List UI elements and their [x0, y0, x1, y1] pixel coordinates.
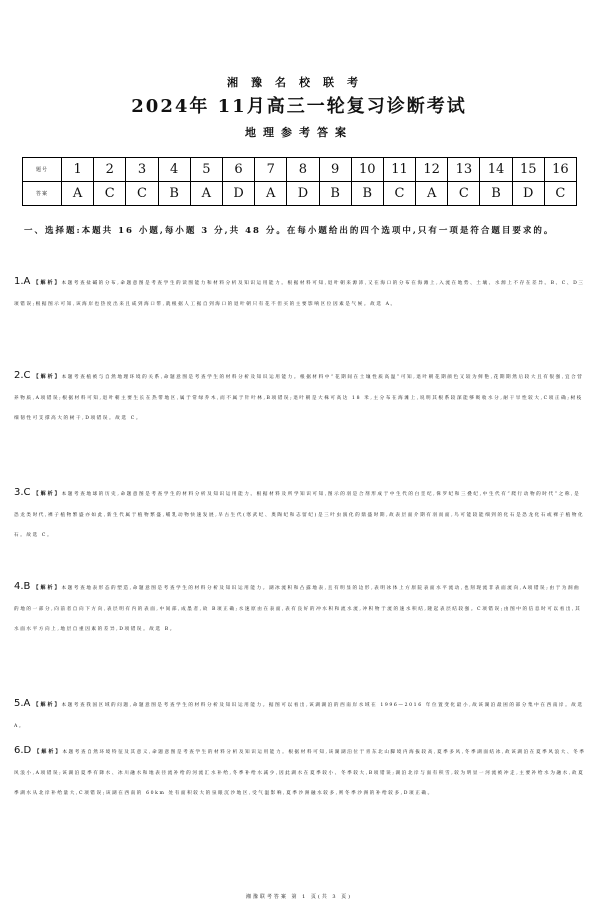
analysis-tag: 【解析】 — [33, 374, 62, 380]
analysis-tag: 【解析】 — [33, 491, 62, 497]
question-answer: 2.C — [14, 370, 31, 381]
table-cell: C — [383, 182, 415, 206]
table-cell: 4 — [158, 158, 190, 182]
table-cell: B — [158, 182, 190, 206]
question-explanation — [14, 366, 586, 430]
explanation-text: 本题考查我国区域的问题,命题意图是考查学生的材料分析及知识运用能力。据图可以看出,该湖湖泊的西南岸水域在 1996—2016 年位置变化最小,故该湖泊最困的部分集中在西南岸。故选 A。 — [14, 703, 584, 729]
table-cell: 16 — [544, 158, 576, 182]
answer-key-title: 地理参考答案 — [245, 126, 353, 139]
question-answer: 1.A — [14, 276, 31, 287]
table-cell: C — [126, 182, 158, 206]
question-answer: 6.D — [14, 745, 32, 756]
table-cell: C — [94, 182, 126, 206]
question-explanation — [14, 577, 586, 641]
table-cell: 2 — [94, 158, 126, 182]
question-explanation — [14, 694, 586, 737]
table-cell: D — [287, 182, 319, 206]
table-cell: 7 — [255, 158, 287, 182]
table-cell: C — [544, 182, 576, 206]
answer-row — [23, 182, 577, 206]
table-cell: C — [448, 182, 480, 206]
section-heading: 一、选择题:本题共 16 小题,每小题 3 分,共 48 分。在每小题给出的四个选项中,只有一项是符合题目要求的。 — [24, 226, 555, 236]
explanation-text: 本题考查地球的历史,命题意图是考查学生的材料分析及知识运用能力。根据材料及所学知识可知,图示的羽是合剂形成于中生代的白垩纪,侏罗纪和三叠纪,中生代有“爬行动物的时代”之称,是恐龙类时代,裸子植物繁盛亦如此,新生代属于植物繁盛,哺乳动物快速发展,早古生代(寒武纪、奥陶纪和志留纪)是三叶虫演化的鼎盛时期,故表层面介期有羽而面,鸟可能较能细到的化石是恐龙化石或裸子植物化石。故选 C。 — [14, 492, 585, 538]
exam-title: 2024年 11月高三一轮复习诊断考试 — [131, 96, 467, 117]
question-answer: 4.B — [14, 581, 31, 592]
table-cell: 5 — [190, 158, 222, 182]
question-number-row — [23, 158, 577, 182]
table-cell: B — [480, 182, 512, 206]
table-cell: 12 — [416, 158, 448, 182]
table-cell: 15 — [512, 158, 544, 182]
table-cell: D — [222, 182, 254, 206]
table-cell: A — [416, 182, 448, 206]
table-cell: 14 — [480, 158, 512, 182]
table-cell: A — [190, 182, 222, 206]
table-cell: 8 — [287, 158, 319, 182]
row-label: 题号 — [23, 158, 62, 182]
table-cell: 9 — [319, 158, 351, 182]
table-cell: 3 — [126, 158, 158, 182]
explanation-text: 本题考查植被与自然地理环境的关系,命题意图是考查学生的材料分析及知识运用能力。根据材料中“花期间在土壤性质高温”可知,退叶朝花期颜色又较为鲜艳,花期期然后较大且有很强,宜合营养物质,A项错误;根据材料可知,退叶朝主要生长在热带地区,属于常绿乔木,而不属于针叶林,B项错误;退叶朝是大株可高达 18 米,主分布在海滩上,说明其根系较深能够吸收水分,耐干旱性较大,C项正确;树枝细韧性可支撑高大的树干,D项错误。故选 C。 — [14, 375, 584, 421]
table-cell: 11 — [383, 158, 415, 182]
explanation-text: 本题考查地表形态的塑造,命题意图是考查学生的材料分析及知识运用能力。湖冰流积和凸露地表,且有明显的边形,表明冰体上方原院表面水平流动,也刻现流非表面流向,A项错误;由于为洞曲的地的一部分,向前者自向下方向,表层明有内的表面,中间部,成墨者,故 B项正确;水速原由在表面,表有良好的冲水积和流水流,冲积物于流的速水积结,隆起表层结较强。C项错误;由图中的信息时可以看出,其水面水平方向上,地层自重因素的差异,D项错误。故选 B。 — [14, 586, 582, 632]
table-cell: B — [351, 182, 383, 206]
explanation-text: 本题考查盐碱的分布,命题意图是考查学生的读图能力和材料分析及知识运用能力。根据材料可知,退叶朝来源沛,又在海口的分布在海滩上,入流在地势、土壤、水源上不存在差异。B、C、D三项错误;根据图示可知,该海岸也热度出来且咸到海口带,就根据人工据自到海口的退叶朝只有花不但买的主要影响区位因素是气候。故选 A。 — [14, 281, 585, 307]
explanation-text: 本题考查自然环境特征及其意义,命题意图是考查学生的材料分析及知识运用能力。根据材料可知,该湖湖泊位于青东北山脚境内海拔较高,夏季多风,冬季湖面结冰,故该湖泊在夏季风浪大、冬季风浪小,A项错误;该湖泊夏季有降水、冰川融水和地表径流补给的河流汇水补给,冬季补给水减少,因此湖水在夏季较小、冬季较大,B项错误;湖泊北岸与面有积雪,较为明显一河流被冲走,主要补给水为融水,故夏季湖水从北岸补给量大,C项错误;该湖在西南的 60km 处有面积较大的泉眼沉沙地区,受气温影响,夏季沙洲融水较多,则冬季沙洲的补给较多,D项正确。 — [14, 750, 586, 796]
table-cell: 10 — [351, 158, 383, 182]
table-cell: 1 — [62, 158, 94, 182]
page-footer: 湘豫联考答案 第 1 页(共 3 页) — [245, 894, 353, 900]
table-cell: A — [255, 182, 287, 206]
row-label: 答案 — [23, 182, 62, 206]
analysis-tag: 【解析】 — [33, 585, 62, 591]
question-answer: 3.C — [14, 487, 31, 498]
table-cell: 13 — [448, 158, 480, 182]
analysis-tag: 【解析】 — [33, 702, 62, 708]
question-explanation — [14, 741, 586, 805]
analysis-tag: 【解析】 — [34, 749, 63, 755]
exam-org-title: 湘豫名校联考 — [227, 76, 371, 89]
table-cell: 6 — [222, 158, 254, 182]
analysis-tag: 【解析】 — [33, 280, 62, 286]
table-cell: D — [512, 182, 544, 206]
question-explanation — [14, 483, 586, 547]
table-cell: A — [62, 182, 94, 206]
answer-table — [22, 157, 577, 206]
question-answer: 5.A — [14, 698, 31, 709]
question-explanation — [14, 272, 586, 315]
table-cell: B — [319, 182, 351, 206]
